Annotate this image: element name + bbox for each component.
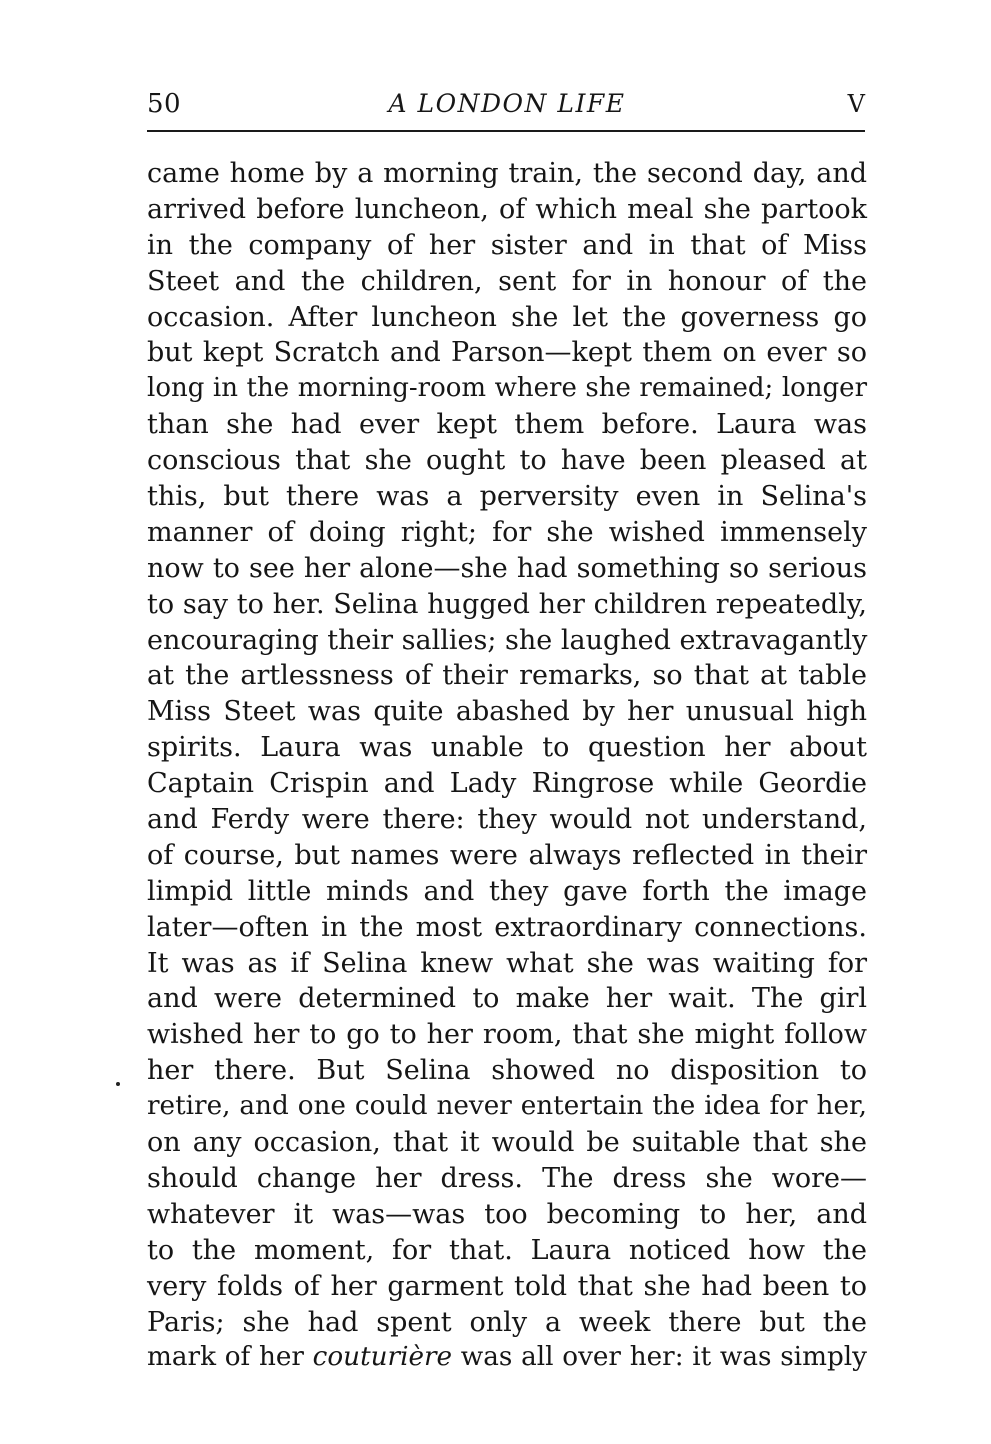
text-line: very folds of her garment told that she had been to [147, 1270, 867, 1302]
page-number: 50 [147, 89, 182, 119]
text-line: to the moment, for that. Laura noticed how the [147, 1234, 867, 1266]
margin-dot [116, 1082, 120, 1086]
text-line: and were determined to make her wait. The girl [147, 983, 867, 1015]
text-line: at the artlessness of their remarks, so that at table [147, 660, 867, 692]
running-head [147, 86, 867, 126]
text-line: Miss Steet was quite abashed by her unusual high [147, 696, 867, 728]
final-line-start: mark of her [147, 1342, 313, 1373]
text-line: Paris; she had spent only a week there but the [147, 1306, 867, 1338]
text-line: this, but there was a perversity even in Selina's [147, 481, 867, 513]
text-line: Steet and the children, sent for in honour of the [147, 265, 867, 297]
text-line: to say to her. Selina hugged her children repeatedly, [147, 588, 867, 620]
text-line: retire, and one could never entertain the idea for her, [147, 1091, 867, 1122]
text-line: her there. But Selina showed no disposition to [147, 1055, 867, 1087]
text-line: It was as if Selina knew what she was waiting for [147, 947, 867, 979]
text-line: in the company of her sister and in that of Miss [147, 229, 867, 261]
text-line: arrived before luncheon, of which meal she partook [147, 193, 867, 225]
text-line: long in the morning-room where she remained; longer [147, 373, 867, 404]
text-line: wished her to go to her room, that she might follow [147, 1019, 867, 1051]
text-line: but kept Scratch and Parson—kept them on ever so [147, 337, 867, 369]
text-line: came home by a morning train, the second day, and [147, 158, 867, 189]
header-rule [147, 130, 865, 132]
final-line-end: was all over her: it was simply [452, 1342, 867, 1373]
text-line: whatever it was—was too becoming to her, and [147, 1198, 867, 1230]
italic-word: couturière [312, 1342, 453, 1373]
text-line: encouraging their sallies; she laughed extravagantly [147, 624, 868, 656]
text-line: and Ferdy were there: they would not understand, [147, 804, 867, 836]
text-line: now to see her alone—she had something so serious [147, 552, 867, 584]
text-line-final [147, 1340, 867, 1376]
text-line: spirits. Laura was unable to question her about [147, 732, 867, 764]
text-line: Captain Crispin and Lady Ringrose while Geordie [147, 768, 867, 800]
text-line: limpid little minds and they gave forth the image [147, 875, 867, 907]
text-line: than she had ever kept them before. Laura was [147, 409, 867, 441]
running-title: A LONDON LIFE [388, 89, 626, 118]
text-line: on any occasion, that it would be suitable that she [147, 1127, 867, 1159]
text-line: later—often in the most extraordinary connections. [147, 911, 867, 943]
text-line: manner of doing right; for she wished immensely [147, 516, 867, 548]
text-line: should change her dress. The dress she wore— [147, 1162, 867, 1194]
text-line: conscious that she ought to have been pleased at [147, 445, 867, 477]
chapter-number: V [847, 90, 865, 118]
body-text [147, 156, 867, 1376]
text-line: occasion. After luncheon she let the governess go [147, 301, 867, 333]
text-line: of course, but names were always reflected in their [147, 839, 867, 871]
